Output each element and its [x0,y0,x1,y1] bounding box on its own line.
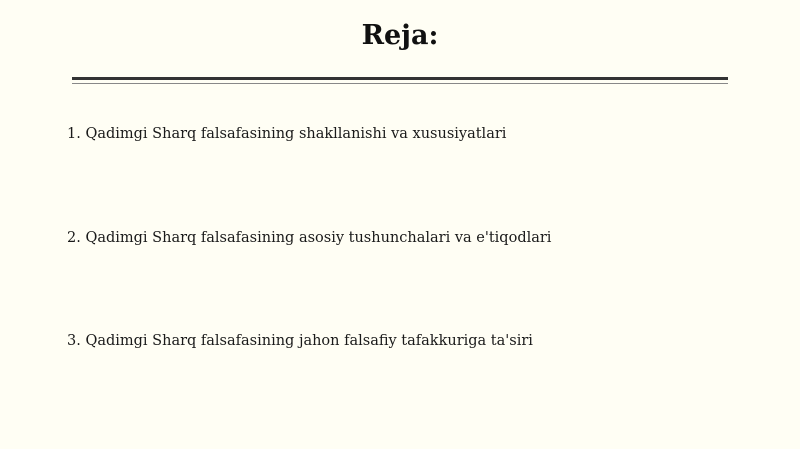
plan-item-1: 1. Qadimgi Sharq falsafasining shakllanishi va xususiyatlari [67,126,507,142]
plan-item-2: 2. Qadimgi Sharq falsafasining asosiy tushunchalari va e'tiqodlari [67,230,552,246]
title-divider-thick [72,77,728,80]
plan-item-3: 3. Qadimgi Sharq falsafasining jahon falsafiy tafakkuriga ta'siri [67,333,533,349]
title-divider-thin [72,83,728,84]
slide-title: Reja: [361,20,439,51]
